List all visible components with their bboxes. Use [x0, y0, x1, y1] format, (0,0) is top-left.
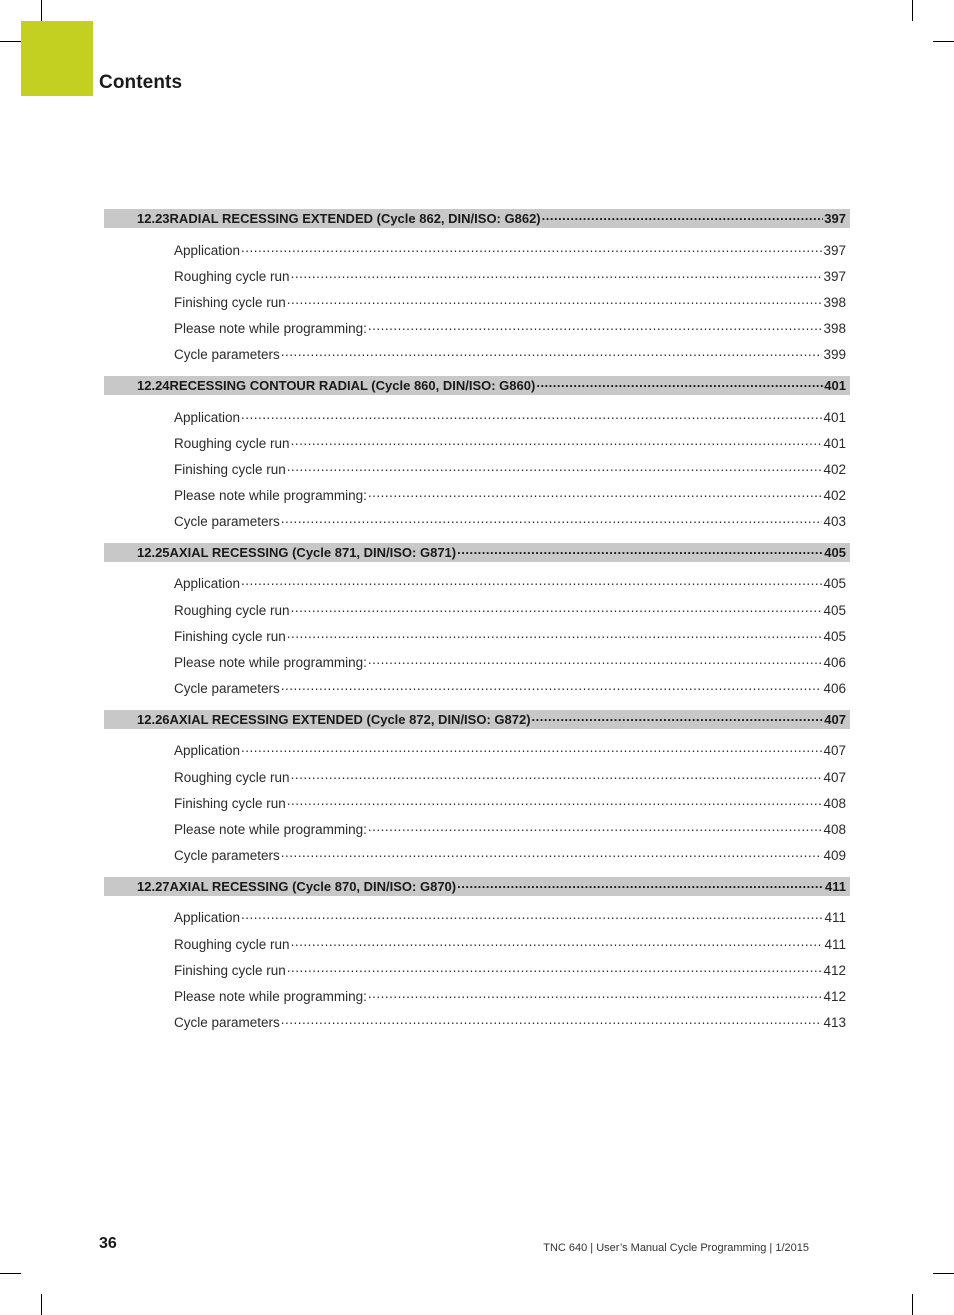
crop-mark [41, 0, 42, 21]
dot-leader [241, 573, 822, 588]
toc-entry[interactable] [104, 623, 850, 649]
section-page-number: 411 [825, 878, 846, 894]
toc-entry[interactable] [104, 289, 850, 315]
entry-label: Cycle parameters [174, 848, 280, 864]
entry-page-number: 402 [823, 488, 846, 504]
toc-section-heading[interactable] [104, 710, 850, 729]
toc-entry[interactable] [104, 676, 850, 702]
entry-page-number: 397 [823, 242, 846, 258]
entry-page-number: 405 [823, 628, 846, 644]
entry-label: Finishing cycle run [174, 795, 286, 811]
dot-leader [287, 793, 823, 808]
dot-leader [241, 907, 823, 922]
crop-mark [933, 41, 954, 42]
toc-entry[interactable] [104, 843, 850, 869]
page-title: Contents [99, 72, 183, 93]
toc-entry[interactable] [104, 509, 850, 535]
entry-page-number: 413 [823, 1015, 846, 1031]
toc-entry[interactable] [104, 430, 850, 456]
entry-label: Roughing cycle run [174, 435, 290, 451]
crop-mark [41, 1294, 42, 1315]
entry-label: Roughing cycle run [174, 769, 290, 785]
entry-label: Cycle parameters [174, 347, 280, 363]
entry-label: Please note while programming: [174, 488, 367, 504]
dot-leader [291, 266, 823, 281]
crop-mark [912, 1294, 913, 1315]
entry-page-number: 405 [823, 576, 846, 592]
dot-leader [536, 376, 823, 392]
entry-label: Please note while programming: [174, 821, 367, 837]
entry-page-number: 405 [823, 602, 846, 618]
entry-page-number: 411 [824, 936, 846, 952]
entry-page-number: 401 [823, 435, 846, 451]
dot-leader [291, 433, 823, 448]
entry-label: Application [174, 409, 241, 425]
toc-section-heading[interactable] [104, 209, 850, 228]
toc-entry[interactable] [104, 738, 850, 764]
dot-leader [281, 678, 823, 693]
section-number: 12.27 [137, 878, 170, 894]
entry-label: Cycle parameters [174, 681, 280, 697]
section-title: RECESSING CONTOUR RADIAL (Cycle 860, DIN/ISO: G860) [169, 377, 536, 393]
dot-leader [241, 740, 822, 755]
dot-leader [287, 960, 823, 975]
entry-page-number: 402 [823, 461, 846, 477]
dot-leader [368, 485, 823, 500]
toc-section [104, 376, 850, 543]
entry-page-number: 399 [823, 347, 846, 363]
dot-leader [368, 652, 823, 667]
section-page-number: 397 [824, 211, 846, 226]
toc-entry-list [104, 228, 850, 376]
entry-label: Application [174, 743, 241, 759]
dot-leader [291, 600, 823, 615]
entry-label: Finishing cycle run [174, 628, 286, 644]
entry-label: Cycle parameters [174, 514, 280, 530]
entry-label: Please note while programming: [174, 988, 367, 1004]
chapter-accent-block [21, 21, 93, 96]
entry-page-number: 409 [823, 848, 846, 864]
toc-entry[interactable] [104, 342, 850, 368]
dot-leader [368, 819, 823, 834]
dot-leader [532, 710, 824, 726]
toc-entry[interactable] [104, 1010, 850, 1036]
dot-leader [287, 292, 823, 307]
toc-entry[interactable] [104, 404, 850, 430]
toc-entry[interactable] [104, 816, 850, 842]
toc-entry[interactable] [104, 790, 850, 816]
dot-leader [457, 543, 823, 559]
toc-section-heading[interactable] [104, 376, 850, 395]
toc-section [104, 209, 850, 376]
toc-entry-list [104, 562, 850, 710]
dot-leader [368, 318, 823, 333]
toc-entry[interactable] [104, 263, 850, 289]
toc-section [104, 877, 850, 1044]
toc-section-heading[interactable] [104, 877, 850, 896]
entry-label: Roughing cycle run [174, 268, 290, 284]
entry-label: Application [174, 910, 241, 926]
page-number: 36 [99, 1235, 117, 1252]
section-page-number: 405 [824, 544, 846, 560]
toc-entry[interactable] [104, 237, 850, 263]
footer-text: TNC 640 | User’s Manual Cycle Programming | 1/2015 [543, 1242, 809, 1254]
entry-label: Cycle parameters [174, 1015, 280, 1031]
crop-mark [912, 0, 913, 21]
toc-entry[interactable] [104, 764, 850, 790]
entry-page-number: 412 [823, 962, 846, 978]
crop-mark [933, 1273, 954, 1274]
toc-section [104, 710, 850, 877]
entry-page-number: 403 [823, 514, 846, 530]
dot-leader [281, 845, 823, 860]
entry-label: Finishing cycle run [174, 461, 286, 477]
dot-leader [287, 459, 823, 474]
entry-page-number: 408 [823, 821, 846, 837]
toc-entry[interactable] [104, 483, 850, 509]
toc-entry[interactable] [104, 905, 850, 931]
section-page-number: 401 [824, 377, 846, 393]
dot-leader [368, 986, 823, 1001]
entry-label: Application [174, 242, 241, 258]
toc-entry[interactable] [104, 571, 850, 597]
dot-leader [287, 626, 823, 641]
table-of-contents [104, 209, 850, 1044]
entry-page-number: 408 [823, 795, 846, 811]
toc-section [104, 543, 850, 710]
section-page-number: 407 [824, 711, 846, 727]
entry-label: Roughing cycle run [174, 936, 290, 952]
dot-leader [281, 1012, 823, 1027]
entry-page-number: 412 [823, 988, 846, 1004]
entry-label: Please note while programming: [174, 321, 367, 337]
section-title: AXIAL RECESSING EXTENDED (Cycle 872, DIN/ISO: G872) [169, 711, 531, 727]
toc-entry-list [104, 729, 850, 877]
dot-leader [241, 240, 822, 255]
toc-entry[interactable] [104, 983, 850, 1009]
crop-mark [0, 41, 21, 42]
entry-label: Application [174, 576, 241, 592]
dot-leader [457, 877, 824, 893]
entry-label: Please note while programming: [174, 655, 367, 671]
dot-leader [542, 209, 824, 225]
section-title: RADIAL RECESSING EXTENDED (Cycle 862, DIN/ISO: G862) [169, 211, 541, 226]
section-title: AXIAL RECESSING (Cycle 870, DIN/ISO: G870) [169, 878, 457, 894]
entry-page-number: 406 [823, 681, 846, 697]
toc-entry[interactable] [104, 649, 850, 675]
toc-entry-list [104, 896, 850, 1044]
entry-label: Finishing cycle run [174, 294, 286, 310]
dot-leader [281, 511, 823, 526]
entry-page-number: 401 [823, 409, 846, 425]
toc-entry[interactable] [104, 316, 850, 342]
dot-leader [291, 934, 824, 949]
entry-page-number: 407 [823, 769, 846, 785]
entry-page-number: 398 [823, 294, 846, 310]
section-number: 12.23 [137, 211, 170, 226]
section-number: 12.25 [137, 544, 170, 560]
entry-label: Roughing cycle run [174, 602, 290, 618]
entry-page-number: 406 [823, 655, 846, 671]
section-number: 12.26 [137, 711, 170, 727]
section-title: AXIAL RECESSING (Cycle 871, DIN/ISO: G871) [169, 544, 457, 560]
entry-page-number: 407 [823, 743, 846, 759]
toc-entry[interactable] [104, 957, 850, 983]
dot-leader [241, 407, 822, 422]
dot-leader [281, 344, 823, 359]
section-number: 12.24 [137, 377, 170, 393]
entry-page-number: 398 [823, 321, 846, 337]
toc-entry[interactable] [104, 597, 850, 623]
crop-mark [0, 1273, 21, 1274]
toc-entry[interactable] [104, 931, 850, 957]
dot-leader [291, 767, 823, 782]
toc-section-heading[interactable] [104, 543, 850, 562]
entry-label: Finishing cycle run [174, 962, 286, 978]
toc-entry[interactable] [104, 456, 850, 482]
toc-entry-list [104, 395, 850, 543]
entry-page-number: 411 [824, 910, 846, 926]
entry-page-number: 397 [823, 268, 846, 284]
